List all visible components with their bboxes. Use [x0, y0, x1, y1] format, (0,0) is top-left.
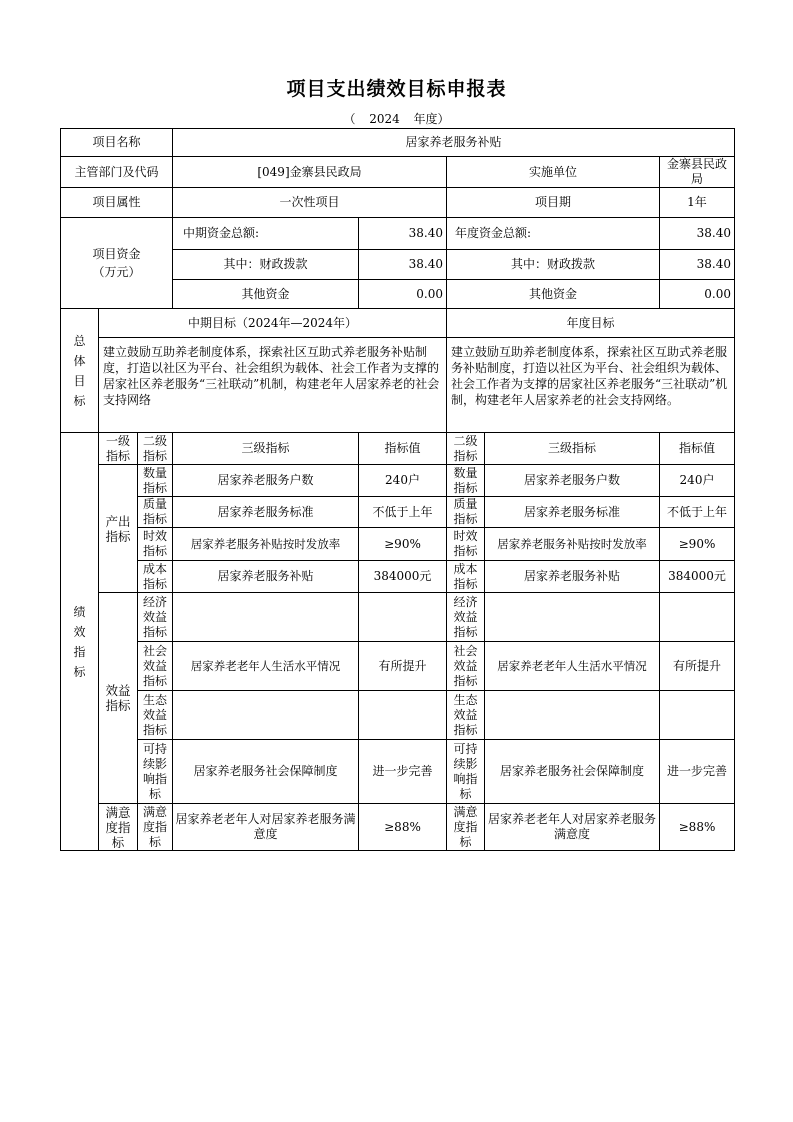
l3-year: 居家养老服务户数	[485, 465, 660, 497]
l2-mid: 可持续影响指标	[138, 740, 173, 804]
indicator-header-row	[61, 433, 735, 465]
l3-year	[485, 593, 660, 642]
h-level2-mid: 二级指标	[138, 433, 173, 465]
mid-target-text: 建立鼓励互助养老制度体系，探索社区互助式养老服务补贴制度，打造以社区为平台、社会组织为载体、社会工作者为支撑的居家社区养老服务“三社联动”机制，构建老年人居家养老的社会支持网络	[99, 338, 447, 433]
indicator-row	[61, 740, 735, 804]
year-fiscal-value: 38.40	[660, 250, 735, 280]
l3-year: 居家养老服务补贴	[485, 561, 660, 593]
l3-year: 居家养老老年人生活水平情况	[485, 642, 660, 691]
value-mid: 有所提升	[359, 642, 447, 691]
h-value-mid: 指标值	[359, 433, 447, 465]
l3-year: 居家养老服务社会保障制度	[485, 740, 660, 804]
year-value: 2024	[369, 112, 400, 126]
value-year	[660, 593, 735, 642]
period-label: 项目期	[447, 188, 660, 218]
output-label	[99, 465, 138, 593]
l2-year: 经济效益指标	[447, 593, 485, 642]
l2-year: 满意度指标	[447, 804, 485, 851]
project-name-label: 项目名称	[61, 129, 173, 157]
value-year: 进一步完善	[660, 740, 735, 804]
mid-other-label: 其他资金	[173, 280, 359, 309]
mid-other-value: 0.00	[359, 280, 447, 309]
l3-mid: 居家养老服务标准	[173, 497, 359, 528]
mid-target-header: 中期目标（2024年—2024年）	[99, 309, 447, 338]
value-mid	[359, 593, 447, 642]
year-target-text: 建立鼓励互助养老制度体系，探索社区互助式养老服务补贴制度，打造以社区为平台、社会组织为载体、社会工作者为支撑的居家社区养老服务“三社联动”机制，构建老年人居家养老的社会支持网络。	[447, 338, 735, 433]
value-mid: ≥88%	[359, 804, 447, 851]
value-mid	[359, 691, 447, 740]
indicators-label-text: 绩效指标	[73, 604, 86, 679]
benefit-label-text: 效益指标	[105, 683, 131, 713]
mid-fiscal-label: 其中：财政拨款	[173, 250, 359, 280]
attr-row	[61, 188, 735, 218]
value-year: 有所提升	[660, 642, 735, 691]
value-year: 240户	[660, 465, 735, 497]
l2-mid: 生态效益指标	[138, 691, 173, 740]
l2-year: 可持续影响指标	[447, 740, 485, 804]
l2-year: 质量指标	[447, 497, 485, 528]
attr-label: 项目属性	[61, 188, 173, 218]
l3-year: 居家养老服务标准	[485, 497, 660, 528]
value-year	[660, 691, 735, 740]
l3-year	[485, 691, 660, 740]
indicator-row	[61, 465, 735, 497]
year-close: 年度）	[413, 112, 450, 126]
l2-year: 成本指标	[447, 561, 485, 593]
l3-mid	[173, 593, 359, 642]
l2-year: 时效指标	[447, 528, 485, 561]
impl-value: 金寨县民政局	[660, 157, 735, 188]
impl-label: 实施单位	[447, 157, 660, 188]
l3-year: 居家养老服务补贴按时发放率	[485, 528, 660, 561]
l3-year: 居家养老老年人对居家养老服务满意度	[485, 804, 660, 851]
l2-year: 生态效益指标	[447, 691, 485, 740]
form-year	[0, 110, 793, 127]
output-label-text: 产出指标	[105, 513, 131, 544]
indicator-row	[61, 642, 735, 691]
indicator-row	[61, 804, 735, 851]
funds-label-text: 项目资金（万元）	[92, 247, 141, 279]
funds-total-row	[61, 218, 735, 250]
l2-year: 数量指标	[447, 465, 485, 497]
year-total-label: 年度资金总额:	[447, 218, 660, 250]
year-total-value: 38.40	[660, 218, 735, 250]
period-value: 1年	[660, 188, 735, 218]
indicators-label	[61, 433, 99, 851]
value-mid: 240户	[359, 465, 447, 497]
value-mid: ≥90%	[359, 528, 447, 561]
overall-header-row	[61, 309, 735, 338]
year-other-label: 其他资金	[447, 280, 660, 309]
h-level2-year: 二级指标	[447, 433, 485, 465]
funds-label	[61, 218, 173, 309]
performance-target-table	[60, 128, 735, 851]
mid-total-value: 38.40	[359, 218, 447, 250]
l2-mid: 经济效益指标	[138, 593, 173, 642]
indicator-row	[61, 691, 735, 740]
year-fiscal-label: 其中：财政拨款	[447, 250, 660, 280]
indicator-row	[61, 561, 735, 593]
dept-value: [049]金寨县民政局	[173, 157, 447, 188]
dept-row	[61, 157, 735, 188]
h-level1: 一级指标	[99, 433, 138, 465]
attr-value: 一次性项目	[173, 188, 447, 218]
l3-mid: 居家养老老年人生活水平情况	[173, 642, 359, 691]
h-value-year: 指标值	[660, 433, 735, 465]
year-open: （	[343, 112, 356, 126]
value-mid: 384000元	[359, 561, 447, 593]
h-level3-year: 三级指标	[485, 433, 660, 465]
value-year: 不低于上年	[660, 497, 735, 528]
l3-mid: 居家养老服务补贴	[173, 561, 359, 593]
mid-fiscal-value: 38.40	[359, 250, 447, 280]
l2-mid: 数量指标	[138, 465, 173, 497]
l3-mid: 居家养老老年人对居家养老服务满意度	[173, 804, 359, 851]
l2-mid: 成本指标	[138, 561, 173, 593]
l3-mid: 居家养老服务户数	[173, 465, 359, 497]
overall-label	[61, 309, 99, 433]
l2-mid: 满意度指标	[138, 804, 173, 851]
indicator-row	[61, 497, 735, 528]
h-level3-mid: 三级指标	[173, 433, 359, 465]
indicator-row	[61, 528, 735, 561]
l3-mid: 居家养老服务补贴按时发放率	[173, 528, 359, 561]
project-name-value: 居家养老服务补贴	[173, 129, 735, 157]
l3-mid: 居家养老服务社会保障制度	[173, 740, 359, 804]
dept-label: 主管部门及代码	[61, 157, 173, 188]
value-year: ≥88%	[660, 804, 735, 851]
value-year: 384000元	[660, 561, 735, 593]
year-target-header: 年度目标	[447, 309, 735, 338]
value-year: ≥90%	[660, 528, 735, 561]
form-title: 项目支出绩效目标申报表	[286, 78, 507, 100]
overall-text-row	[61, 338, 735, 433]
indicator-row	[61, 593, 735, 642]
l2-year: 社会效益指标	[447, 642, 485, 691]
project-name-row	[61, 129, 735, 157]
overall-label-text: 总体目标	[73, 333, 86, 408]
benefit-label	[99, 593, 138, 804]
l2-mid: 社会效益指标	[138, 642, 173, 691]
year-other-value: 0.00	[660, 280, 735, 309]
l2-mid: 时效指标	[138, 528, 173, 561]
l3-mid	[173, 691, 359, 740]
value-mid: 不低于上年	[359, 497, 447, 528]
l2-mid: 质量指标	[138, 497, 173, 528]
mid-total-label: 中期资金总额:	[173, 218, 359, 250]
value-mid: 进一步完善	[359, 740, 447, 804]
satisfaction-label: 满意度指标	[99, 804, 138, 851]
